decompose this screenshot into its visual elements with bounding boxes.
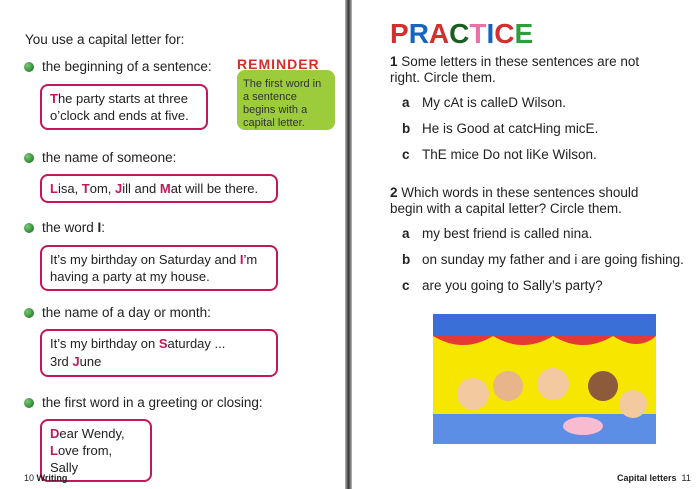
text: isa, xyxy=(57,181,82,196)
q1-item xyxy=(402,147,597,163)
question-2 xyxy=(390,185,650,217)
page-number: 10 xyxy=(24,473,35,483)
q2-item xyxy=(402,226,592,242)
intro-text: You use a capital letter for: xyxy=(25,32,185,47)
example-box xyxy=(40,84,208,130)
text: It’s my birthday on xyxy=(50,336,159,351)
title-letter: R xyxy=(408,18,429,49)
bullet-icon xyxy=(24,223,34,233)
cap: M xyxy=(159,181,171,196)
item-text: my best friend is called nina. xyxy=(422,226,593,241)
item-letter: c xyxy=(402,278,410,293)
rule-label: the name of someone: xyxy=(42,150,177,165)
title-letter: A xyxy=(428,18,450,49)
item-text: He is Good at catcHing micE. xyxy=(422,121,599,136)
q2-item xyxy=(402,278,603,294)
party-illustration xyxy=(433,314,656,444)
q-text: Some letters in these sentences are not right. Circle them. xyxy=(390,54,640,85)
q-number: 2 xyxy=(390,185,398,200)
example-box xyxy=(40,245,278,291)
cap: S xyxy=(158,336,168,351)
cap: J xyxy=(72,354,80,369)
cap: I xyxy=(239,252,244,267)
book-gutter xyxy=(345,0,352,489)
text: une xyxy=(79,354,102,369)
title-letter: C xyxy=(494,18,515,49)
title-letter: T xyxy=(469,18,487,49)
text: : xyxy=(101,220,106,235)
item-letter: b xyxy=(402,121,411,136)
title-letter: C xyxy=(449,18,470,49)
q1-item xyxy=(402,121,598,137)
text: ear Wendy, xyxy=(59,426,125,441)
rule-label: the name of a day or month: xyxy=(42,305,211,320)
q-text: Which words in these sentences should begin with a capital letter? Circle them. xyxy=(390,185,639,216)
item-letter: c xyxy=(402,147,410,162)
footer-label: Writing xyxy=(36,473,68,483)
question-1 xyxy=(390,54,650,86)
left-page xyxy=(0,0,345,489)
text: the word xyxy=(42,220,98,235)
reminder-text: The first word in a sentence begins with a capital letter. xyxy=(243,78,322,129)
title-letter: E xyxy=(514,18,534,49)
example-box xyxy=(40,174,278,203)
bullet-icon xyxy=(24,153,34,163)
bullet-icon xyxy=(24,398,34,408)
rule-label xyxy=(42,220,105,235)
rule-label: the beginning of a sentence: xyxy=(42,59,212,74)
q-number: 1 xyxy=(390,54,398,69)
cap: L xyxy=(50,443,58,458)
reminder-box xyxy=(237,70,335,130)
item-letter: b xyxy=(402,252,411,267)
cap: L xyxy=(50,181,58,196)
bullet-icon xyxy=(24,62,34,72)
text: aturday ... xyxy=(167,336,226,351)
text: ’m xyxy=(243,252,258,267)
bullet-icon xyxy=(24,308,34,318)
footer xyxy=(617,473,691,483)
text: I xyxy=(97,220,102,235)
text: om, xyxy=(89,181,116,196)
reminder-title: REMINDER xyxy=(237,56,320,72)
item-text: My cAt is calleD Wilson. xyxy=(422,95,567,110)
text: It’s my birthday on Saturday and xyxy=(50,252,240,267)
cap: D xyxy=(50,426,60,441)
footer-label: Capital letters xyxy=(617,473,677,483)
text: ill and xyxy=(122,181,160,196)
example-box xyxy=(40,329,278,377)
page-number: 11 xyxy=(681,473,691,483)
q2-item xyxy=(402,252,684,268)
item-letter: a xyxy=(402,95,410,110)
text: ove from, Sally xyxy=(50,443,113,475)
cap: T xyxy=(50,91,58,106)
practice-title xyxy=(390,18,533,50)
text: 3rd xyxy=(50,354,73,369)
text: o’clock and ends at five. xyxy=(50,108,189,123)
right-page xyxy=(352,0,700,489)
text: having a party at my house. xyxy=(50,269,210,284)
footer xyxy=(24,473,67,483)
title-letter: P xyxy=(390,18,409,49)
q1-item xyxy=(402,95,566,111)
cap: J xyxy=(115,181,123,196)
title-letter: I xyxy=(486,18,495,49)
item-text: are you going to Sally’s party? xyxy=(422,278,603,293)
item-text: on sunday my father and i are going fishing. xyxy=(422,252,684,267)
rule-label: the first word in a greeting or closing: xyxy=(42,395,263,410)
cap: T xyxy=(81,181,90,196)
item-text: ThE mice Do not liKe Wilson. xyxy=(422,147,597,162)
text: at will be there. xyxy=(170,181,259,196)
item-letter: a xyxy=(402,226,410,241)
text: he party starts at three xyxy=(57,91,189,106)
